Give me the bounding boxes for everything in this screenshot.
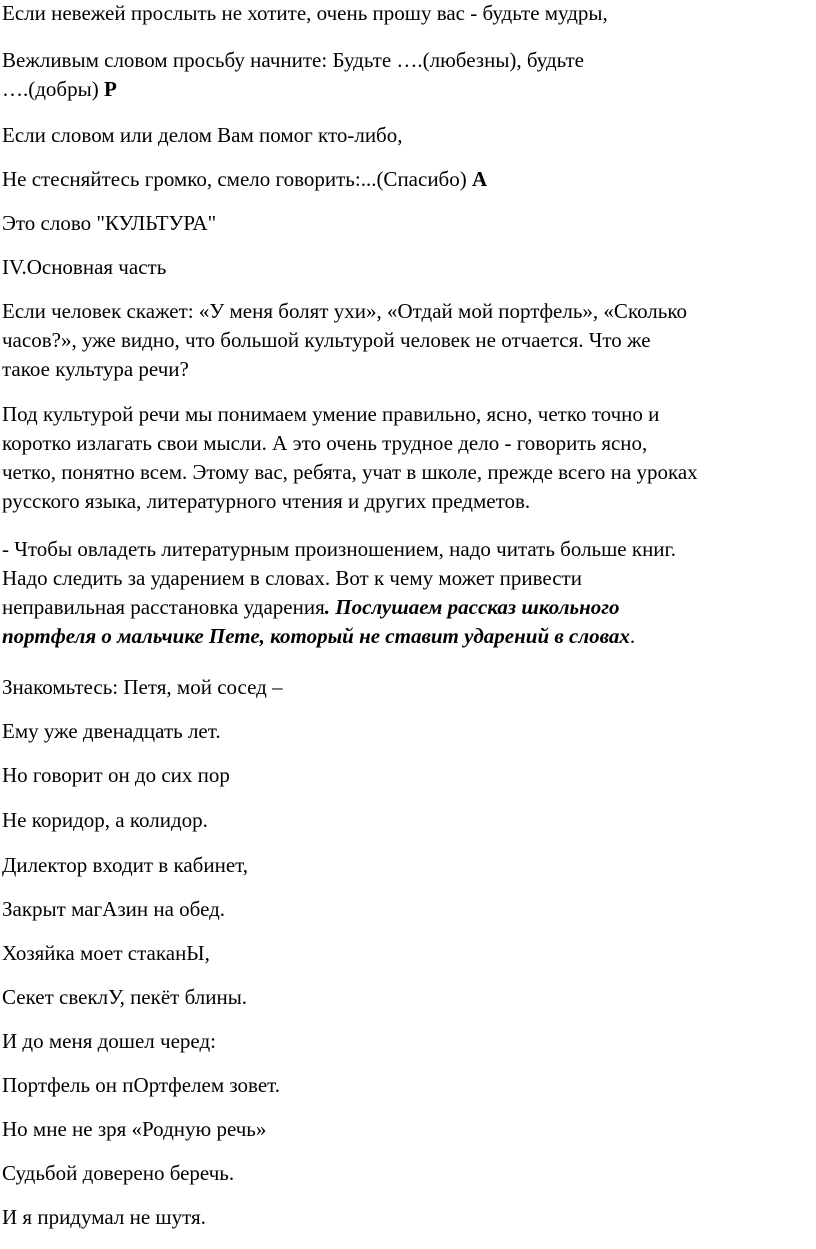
poem-line-4 [2,806,814,835]
text-run: Портфель он пОртфелем зовет. [2,1073,280,1097]
paragraph-9 [2,535,814,651]
text-run: такое культура речи? [2,357,189,381]
text-run: Надо следить за ударением в словах. Вот к чему может привести [2,566,582,590]
emphasis-run: портфеля о мальчике Пете, который не ставит ударений в словах [2,624,630,648]
section-heading [2,253,814,282]
poem-line-7 [2,939,814,968]
poem-line-6 [2,895,814,924]
emphasis-run: . Послушаем рассказ школьного [324,595,620,619]
poem-line-5 [2,851,814,880]
paragraph-2 [2,46,814,104]
text-run: Судьбой доверено беречь. [2,1161,235,1185]
text-run: Под культурой речи мы понимаем умение правильно, ясно, четко точно и [2,402,660,426]
text-run: . [629,624,636,648]
poem-line-1 [2,673,814,702]
poem-line-10 [2,1071,814,1100]
text-run: Хозяйка моет стаканЫ, [2,941,210,965]
poem-line-13 [2,1203,814,1232]
paragraph-3 [2,121,814,150]
poem-line-9 [2,1027,814,1056]
text-run: Но говорит он до сих пор [2,763,230,787]
poem-line-3 [2,761,814,790]
bold-letter: А [472,167,488,191]
text-run: И до меня дошел черед: [2,1029,216,1053]
text-run: Это слово "КУЛЬТУРА" [2,211,217,235]
text-run: И я придумал не шутя. [2,1205,206,1229]
text-run: Но мне не зря «Родную речь» [2,1117,267,1141]
text-run: Если человек скажет: «У меня болят ухи», «Отдай мой портфель», «Сколько [2,299,687,323]
paragraph-5 [2,209,814,238]
text-run: Вежливым словом просьбу начните: Будьте ….(любезны), будьте [2,48,584,72]
text-run: часов?», уже видно, что большой культурой человек не отчается. Что же [2,328,651,352]
text-run: Ему уже двенадцать лет. [2,719,221,743]
text-run: ….(добры) [2,77,104,101]
poem-line-8 [2,983,814,1012]
poem-line-12 [2,1159,814,1188]
text-run: Закрыт магАзин на обед. [2,897,226,921]
paragraph-8 [2,400,814,516]
text-run: Если невежей прослыть не хотите, очень прошу вас - будьте мудры, [2,1,608,25]
poem-line-2 [2,717,814,746]
text-run: Если словом или делом Вам помог кто-либо, [2,123,403,147]
text-run: Дилектор входит в кабинет, [2,853,249,877]
text-run: Знакомьтесь: Петя, мой сосед – [2,675,283,699]
bold-letter: Р [103,77,117,101]
paragraph-1 [2,0,814,28]
text-run: IV.Основная часть [2,255,167,279]
paragraph-7 [2,297,814,384]
text-run: Не коридор, а колидор. [2,808,208,832]
text-run: русского языка, литературного чтения и других предметов. [2,489,531,513]
poem-line-11 [2,1115,814,1144]
text-run: четко, понятно всем. Этому вас, ребята, учат в школе, прежде всего на уроках [2,460,698,484]
text-run: коротко излагать свои мысли. А это очень трудное дело - говорить ясно, [2,431,648,455]
text-run: - Чтобы овладеть литературным произношением, надо читать больше книг. [2,537,677,561]
paragraph-4 [2,165,814,194]
text-run: Секет свеклУ, пекёт блины. [2,985,248,1009]
text-run: Не стесняйтесь громко, смело говорить:...(Спасибо) [2,167,472,191]
text-run: неправильная расстановка ударения [2,595,325,619]
